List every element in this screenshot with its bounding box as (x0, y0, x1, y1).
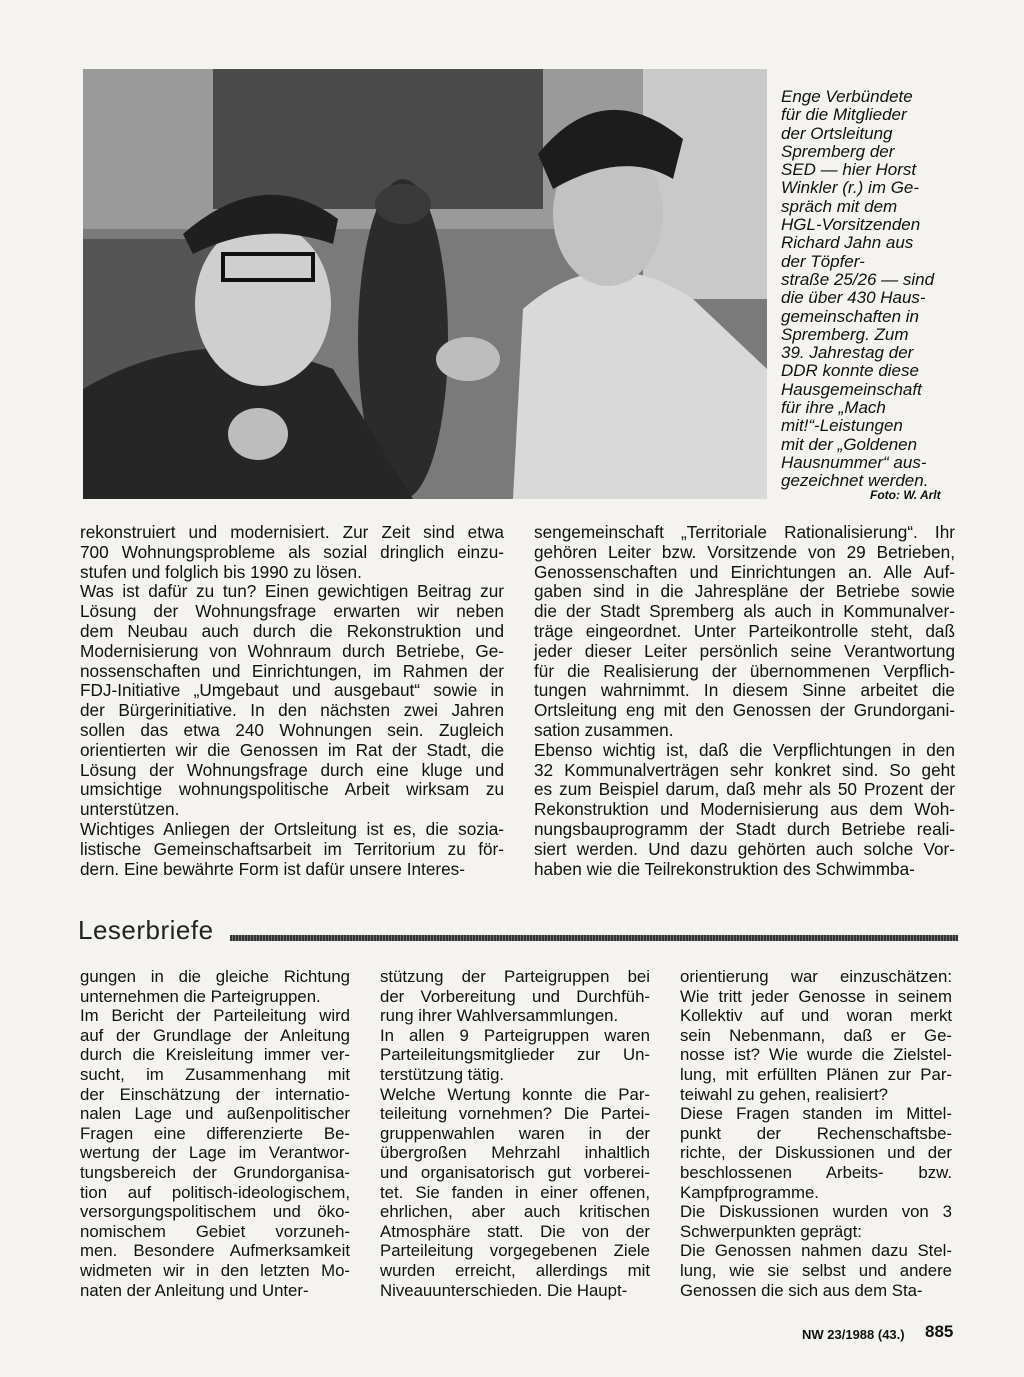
letter-line: tungsbereich der Grundorganisa- (80, 1162, 350, 1182)
letter-line: richte, der Diskussionen und der (680, 1143, 952, 1163)
caption-line: HGL-Vorsitzenden (781, 215, 921, 235)
caption-line: die über 430 Haus- (781, 288, 926, 308)
article-line: umsichtige wohnungspolitische Arbeit wirksam zu (80, 779, 504, 800)
article-line: rekonstruiert und modernisiert. Zur Zeit sind etwa (80, 522, 504, 542)
letter-line: Kampfprogramme. (680, 1182, 819, 1202)
caption-line: straße 25/26 — sind (781, 269, 935, 289)
letter-line: der Einschätzung der internatio- (80, 1084, 350, 1104)
article-line: Ortsleitung eng mit den Genossen der Grundorgani- (534, 700, 955, 721)
photo-credit: Foto: W. Arlt (870, 488, 941, 502)
article-line: stufen und folglich bis 1990 zu lösen. (80, 561, 362, 582)
caption-line: mit!“-Leistungen (781, 416, 903, 436)
letter-line: versorgungspolitischem und öko- (80, 1202, 350, 1222)
letter-line: nosse ist? Wie wurde die Zielstel- (680, 1045, 952, 1065)
letter-line: übergroßen Mehrzahl inhaltlich (380, 1143, 650, 1163)
article-line: FDJ-Initiative „Umgebaut und ausgebaut“ sowie in (80, 680, 504, 701)
article-column-left (80, 523, 504, 879)
caption-line: gemeinschaften in (781, 306, 919, 326)
letter-line: und organisatorisch gut vorberei- (380, 1162, 650, 1182)
letter-line: sucht, im Zusammenhang mit (80, 1064, 350, 1084)
article-line: tungen wahrnimmt. In diesem Sinne arbeitet die (534, 680, 955, 701)
letter-line: tion auf politisch-ideologischem, (80, 1182, 350, 1202)
article-photo (83, 69, 767, 499)
letters-column-2 (380, 967, 650, 1300)
article-line: dern. Eine bewährte Form ist dafür unsere Interes- (80, 858, 465, 879)
caption-line: gezeichnet werden. (781, 471, 929, 491)
letter-line: nomischem Gebiet vorzuneh- (80, 1221, 350, 1241)
letter-line: Die Diskussionen wurden von 3 (680, 1202, 952, 1222)
letter-line: durch die Kreisleitung immer ver- (80, 1045, 350, 1065)
letter-line: stützung der Parteigruppen bei (380, 967, 650, 986)
article-line: Lösung der Wohnungsfrage erwarten wir neben (80, 601, 504, 622)
article-line: der Bürgerinitiative. In den nächsten zwei Jahren (80, 700, 504, 721)
letters-column-1 (80, 967, 350, 1300)
letter-line: Parteileitungsmitglieder zur Un- (380, 1045, 650, 1065)
caption-line: der Töpfer- (781, 251, 865, 271)
letter-line: tet. Sie fanden in einer offenen, (380, 1182, 650, 1202)
caption-line: mit der „Goldenen (781, 434, 918, 454)
letter-line: beschlossenen Arbeits- bzw. (680, 1162, 952, 1182)
article-line: es zum Beispiel darum, daß mehr als 50 Prozent der (534, 779, 955, 800)
caption-line: Richard Jahn aus (781, 233, 914, 253)
letter-line: auf der Grundlage der Anleitung (80, 1025, 350, 1045)
letter-line: Diese Fragen standen im Mittel- (680, 1104, 952, 1124)
letter-line: sein Nebenmann, daß er Ge- (680, 1025, 952, 1045)
article-line: Genossenschaften und Einrichtungen an. Alle Auf- (534, 561, 955, 582)
section-title: Leserbriefe (78, 915, 214, 945)
letter-line: terstützung tätig. (380, 1064, 505, 1084)
article-line: siert werden. Und dazu gehörten auch solche Vor- (534, 838, 955, 859)
letter-line: widmeten wir in den letzten Mo- (80, 1260, 350, 1280)
article-line: Rekonstruktion und Modernisierung aus dem Woh- (534, 799, 955, 820)
article-line: 32 Kommunalverträgen sehr konkret sind. So geht (534, 759, 955, 780)
article-line: Ebenso wichtig ist, daß die Verpflichtungen in den (534, 739, 955, 760)
article-line: sengemeinschaft „Territoriale Rationalisierung“. Ihr (534, 522, 955, 542)
caption-line: Spremberg. Zum (781, 324, 909, 344)
caption-line: der Ortsleitung (781, 123, 893, 143)
article-line: nungsbauprogramm der Stadt durch Betriebe reali- (534, 818, 955, 839)
letter-line: punkt der Rechenschaftsbe- (680, 1123, 952, 1143)
caption-line: Winkler (r.) im Ge- (781, 178, 920, 198)
letter-line: Parteileitung vorgegebenen Ziele (380, 1241, 650, 1261)
section-rule (230, 935, 958, 941)
caption-line: Enge Verbündete (781, 87, 913, 106)
article-line: sation zusammen. (534, 719, 674, 740)
letter-line: In allen 9 Parteigruppen waren (380, 1025, 650, 1045)
letter-line: Atmosphäre statt. Die von der (380, 1221, 650, 1241)
article-line: sollen das etwa 240 Wohnungen sein. Zugleich (80, 719, 504, 740)
letter-line: unternehmen die Parteigruppen. (80, 986, 321, 1006)
letter-line: nalen Lage und außenpolitischer (80, 1104, 350, 1124)
issue-label: NW 23/1988 (43.) (802, 1327, 905, 1342)
article-line: gaben sind in die Jahrespläne der Betriebe sowie (534, 581, 955, 602)
letter-line: lung, mit erfüllten Plänen zur Par- (680, 1064, 952, 1084)
letter-line: teiwahl zu gehen, realisiert? (680, 1084, 889, 1104)
letter-line: teileitung vornehmen? Die Partei- (380, 1104, 650, 1124)
article-line: Was ist dafür zu tun? Einen gewichtigen Beitrag zur (80, 581, 504, 602)
article-line: unterstützen. (80, 799, 180, 820)
page-number: 885 (925, 1322, 954, 1341)
letter-line: gruppenwahlen waren in der (380, 1123, 650, 1143)
article-line: orientierten wir die Genossen im Rat der Stadt, die (80, 739, 504, 760)
letters-column-3 (680, 967, 952, 1300)
article-line: Wichtiges Anliegen der Ortsleitung ist es, die sozia- (80, 818, 504, 839)
letter-line: Wie tritt jeder Genosse in seinem (680, 986, 952, 1006)
article-line: dem Neubau auch durch die Rekonstruktion und (80, 620, 504, 641)
caption-line: Hausgemeinschaft (781, 379, 922, 399)
letter-line: men. Besondere Aufmerksamkeit (80, 1241, 350, 1261)
section-header (78, 915, 958, 947)
letter-line: Genossen die sich aus dem Sta- (680, 1280, 923, 1300)
caption-line: DDR konnte diese (781, 361, 919, 381)
letter-line: ehrlichen, aber auch kritischen (380, 1202, 650, 1222)
article-line: haben wie die Teilrekonstruktion des Schwimmba- (534, 858, 915, 879)
letter-line: lung, wie sie selbst und andere (680, 1260, 952, 1280)
letter-line: orientierung war einzuschätzen: (680, 967, 952, 986)
letter-line: rung ihrer Wahlversammlungen. (380, 1006, 619, 1026)
letter-line: der Vorbereitung und Durchfüh- (380, 986, 650, 1006)
letter-line: wurden erreicht, allerdings mit (380, 1260, 650, 1280)
letter-line: gungen in die gleiche Richtung (80, 967, 350, 986)
caption-line: spräch mit dem (781, 196, 898, 216)
photo-illustration (83, 69, 767, 499)
letter-line: Kollektiv auf und woran merkt (680, 1006, 952, 1026)
article-line: Lösung der Wohnungsfrage durch eine kluge und (80, 759, 504, 780)
article-line: nossenschaften und Einrichtungen, im Rahmen der (80, 660, 504, 681)
caption-line: Hausnummer“ aus- (781, 452, 927, 472)
letter-line: Welche Wertung konnte die Par- (380, 1084, 650, 1104)
caption-line: Spremberg der (781, 141, 895, 161)
article-line: jeder dieser Leiter persönlich seine Verantwortung (534, 640, 955, 661)
article-column-right (534, 523, 955, 879)
article-line: für die Realisierung der übernommenen Verpflich- (534, 660, 955, 681)
letter-line: Schwerpunkten geprägt: (680, 1221, 862, 1241)
letter-line: wertung der Lage im Verantwor- (80, 1143, 350, 1163)
letter-line: Niveauunterschieden. Die Haupt- (380, 1280, 628, 1300)
letter-line: Fragen eine differenzierte Be- (80, 1123, 350, 1143)
caption-line: für die Mitglieder (781, 105, 907, 125)
photo-caption (781, 88, 966, 491)
caption-line: SED — hier Horst (781, 160, 917, 180)
article-line: die der Stadt Spremberg als auch in Kommunalver- (534, 601, 955, 622)
article-line: listische Gemeinschaftsarbeit im Territorium zu för- (80, 838, 504, 859)
article-line: 700 Wohnungsprobleme als sozial dringlich einzu- (80, 541, 504, 562)
letter-line: naten der Anleitung und Unter- (80, 1280, 309, 1300)
article-line: träge eingeordnet. Unter Parteikontrolle steht, daß (534, 620, 955, 641)
article-line: Modernisierung von Wohnraum durch Betriebe, Ge- (80, 640, 504, 661)
caption-line: für ihre „Mach (781, 398, 886, 418)
letter-line: Im Bericht der Parteileitung wird (80, 1006, 350, 1026)
article-line: gehören Leiter bzw. Vorsitzende von 29 Betrieben, (534, 541, 955, 562)
caption-line: 39. Jahrestag der (781, 343, 914, 363)
letter-line: Die Genossen nahmen dazu Stel- (680, 1241, 952, 1261)
